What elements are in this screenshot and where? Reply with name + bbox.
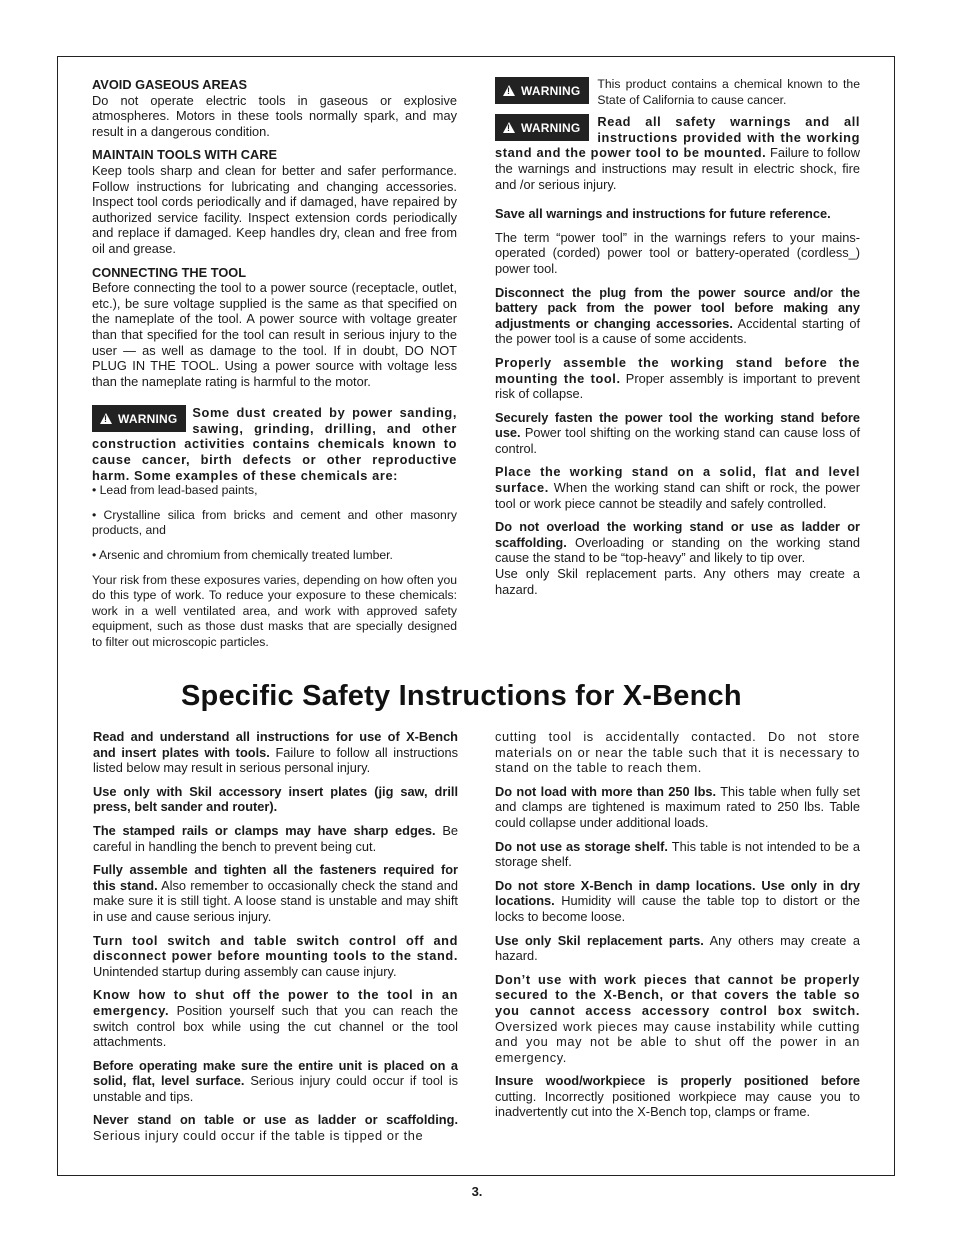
text-level-surface-bold: Before operating make sure the entire unit is placed on a solid, flat, level surface. xyxy=(93,1057,458,1089)
text-disconnect-bold: Disconnect the plug from the power source and/or the battery pack from the power tool before making any adjustments or changing accessories. xyxy=(495,284,860,331)
text-damp: Humidity will cause the table top to distort or the locks to become loose. xyxy=(495,893,860,924)
heading-gaseous: AVOID GASEOUS AREAS xyxy=(92,77,248,92)
text-skil-parts-bold: Use only Skil replacement parts. xyxy=(495,932,704,948)
text-risk: Your risk from these exposures varies, depending on how often you do this type of work. To reduce your exposure to these chemicals: work in a well ventilated area, and work with approved safety equipment, such as those dust masks that are specially designed to filter out microscopic particles. xyxy=(92,572,457,649)
text-california: This product contains a chemical known to the State of California to cause cancer. xyxy=(597,77,860,107)
text-fasten: Power tool shifting on the working stand can cause loss of control. xyxy=(495,425,861,456)
warning-badge xyxy=(495,114,589,141)
text-switch-off: Unintended startup during assembly can cause injury. xyxy=(93,963,397,979)
section-title: Specific Safety Instructions for X-Bench xyxy=(181,680,742,712)
text-maintain: Keep tools sharp and clean for better and safer performance. Follow instructions for lubricating and changing accessories. Inspect tool cords periodically and if damaged, have repaired by authorized service facility. Inspect extension cords periodically and replace if damaged. Keep handles dry, clean and free from oil and grease. xyxy=(92,162,457,256)
bullet-lead: • Lead from lead-based paints, xyxy=(92,483,258,498)
text-work-pieces: Oversized work pieces may cause instability while cutting and you may not be able to shut off the power in an emergency. xyxy=(495,1018,860,1065)
text-disconnect: Accidental starting of the power tool is a cause of some accidents. xyxy=(495,315,860,347)
text-place-bold: Place the working stand on a solid, flat and level surface. xyxy=(495,464,860,496)
text-never-stand-bold: Never stand on table or use as ladder or scaffolding. xyxy=(93,1112,458,1128)
text-continued: cutting tool is accidentally contacted. Do not store materials on or near the table such that it is necessary to stand on the table to reach them. xyxy=(495,729,860,776)
text-skil-parts: Any others may create a hazard. xyxy=(495,932,861,964)
warning-label: WARNING xyxy=(521,121,581,136)
text-read-understand-bold: Read and understand all instructions for use of X-Bench and insert plates with tools. xyxy=(93,729,458,760)
warning-triangle-icon xyxy=(503,85,515,96)
warning-label: WARNING xyxy=(118,412,178,427)
text-read-all: Failure to follow the warnings and instructions may result in electric shock, fire and /or serious injury. xyxy=(495,145,860,192)
bullet-arsenic: • Arsenic and chromium from chemically treated lumber. xyxy=(92,548,393,563)
right-top-column xyxy=(495,77,860,605)
text-level-surface: Serious injury could occur if tool is unstable and tips. xyxy=(93,1073,458,1104)
text-power-tool-term: The term “power tool” in the warnings refers to your mains-operated (corded) power tool or battery-operated (cordless_) power tool. xyxy=(495,229,860,276)
left-bottom-column xyxy=(93,729,458,1144)
text-place: When the working stand can shift or rock, the power tool or work piece cannot be steadily and safely controlled. xyxy=(495,480,860,511)
text-storage-shelf: This table is not intended to be a storage shelf. xyxy=(495,838,861,870)
text-damp-bold: Do not store X-Bench in damp locations. Use only in dry locations. xyxy=(495,877,860,909)
heading-connecting: CONNECTING THE TOOL xyxy=(92,264,247,280)
text-read-all-bold: Read all safety warnings and all instructions provided with the working stand and the power tool to be mounted. xyxy=(495,114,860,161)
text-assemble: Proper assembly is important to prevent risk of collapse. xyxy=(495,370,860,402)
warning-label: WARNING xyxy=(521,84,581,98)
text-shut-off-bold: Know how to shut off the power to the tool in an emergency. xyxy=(93,987,458,1018)
text-load-limit-bold: Do not load with more than 250 lbs. xyxy=(495,783,717,799)
text-replacement-parts: Use only Skil replacement parts. Any others may create a hazard. xyxy=(495,566,860,597)
text-overload-bold: Do not overload the working stand or use as ladder or scaffolding. xyxy=(495,519,860,550)
page-number: 3. xyxy=(471,1184,483,1199)
text-dust-warning: Some dust created by power sanding, sawing, grinding, drilling, and other construction activities contains chemicals known to cause cancer, birth defects or other reproductive harm. Some examples of these chemicals are: xyxy=(92,405,457,483)
text-storage-shelf-bold: Do not use as storage shelf. xyxy=(495,838,668,854)
warning-triangle-icon xyxy=(503,122,515,133)
text-load-limit: This table when fully set and clamps are tightened is maximum rated to 250 lbs. Table could collapse under additional loads. xyxy=(495,783,861,830)
right-bottom-column xyxy=(495,729,860,1128)
text-save-warnings: Save all warnings and instructions for future reference. xyxy=(495,206,831,222)
text-connecting: Before connecting the tool to a power source (receptacle, outlet, etc.), be sure voltage supplied is the same as that specified on the nameplate of the tool. A power source with voltage greater than that specified for the tool can result in serious injury to the user — as well as damage to the tool. If in doubt, DO NOT PLUG IN THE TOOL. Using a power source with voltage less than the nameplate rating is harmful to the motor. xyxy=(92,280,457,389)
text-sharp-edges-bold: The stamped rails or clamps may have sharp edges. xyxy=(93,822,436,838)
text-never-stand: Serious injury could occur if the table is tipped or the xyxy=(93,1128,424,1144)
bullet-silica: • Crystalline silica from bricks and cement and other masonry products, and xyxy=(92,507,457,538)
heading-maintain: MAINTAIN TOOLS WITH CARE xyxy=(92,147,278,163)
text-overload: Overloading or standing on the working stand cause the stand to be “top-heavy” and likely to tip over. xyxy=(495,534,860,566)
warning-badge xyxy=(92,405,186,432)
text-insure-bold: Insure wood/workpiece is properly positioned before xyxy=(495,1073,860,1089)
text-work-pieces-bold: Don’t use with work pieces that cannot be properly secured to the X-Bench, or that covers the table so you cannot access accessory control box switch. xyxy=(495,971,860,1018)
warning-triangle-icon xyxy=(100,413,112,424)
text-insure: cutting. Incorrectly positioned workpiece may cause you to inadvertently cut into the X-Bench top, clamps or frame. xyxy=(495,1088,860,1120)
text-fasteners: Also remember to occasionally check the stand and make sure it is still tight. A loose stand is unstable and may shift in use and cause serious injury. xyxy=(93,877,458,924)
left-top-column xyxy=(92,77,457,659)
text-assemble-bold: Properly assemble the working stand before the mounting the tool. xyxy=(495,354,860,386)
text-fasteners-bold: Fully assemble and tighten all the fasteners required for this stand. xyxy=(93,862,458,893)
text-insert-plates-bold: Use only with Skil accessory insert plates (jig saw, drill press, belt sander and router). xyxy=(93,783,458,815)
text-gaseous: Do not operate electric tools in gaseous or explosive atmospheres. Motors in these tools normally spark, and may result in a dangerous condition. xyxy=(92,92,457,139)
text-fasten-bold: Securely fasten the power tool the working stand before use. xyxy=(495,409,860,441)
warning-badge xyxy=(495,77,589,104)
text-switch-off-bold: Turn tool switch and table switch control off and disconnect power before mounting tools to the stand. xyxy=(93,932,458,964)
text-read-understand: Failure to follow all instructions listed below may result in serious personal injury. xyxy=(93,744,458,776)
text-sharp-edges: Be careful in handling the bench to prevent being cut. xyxy=(93,822,458,854)
text-shut-off: Position yourself such that you can reach the switch control box while using the cut channel or the tool attachments. xyxy=(93,1002,458,1050)
